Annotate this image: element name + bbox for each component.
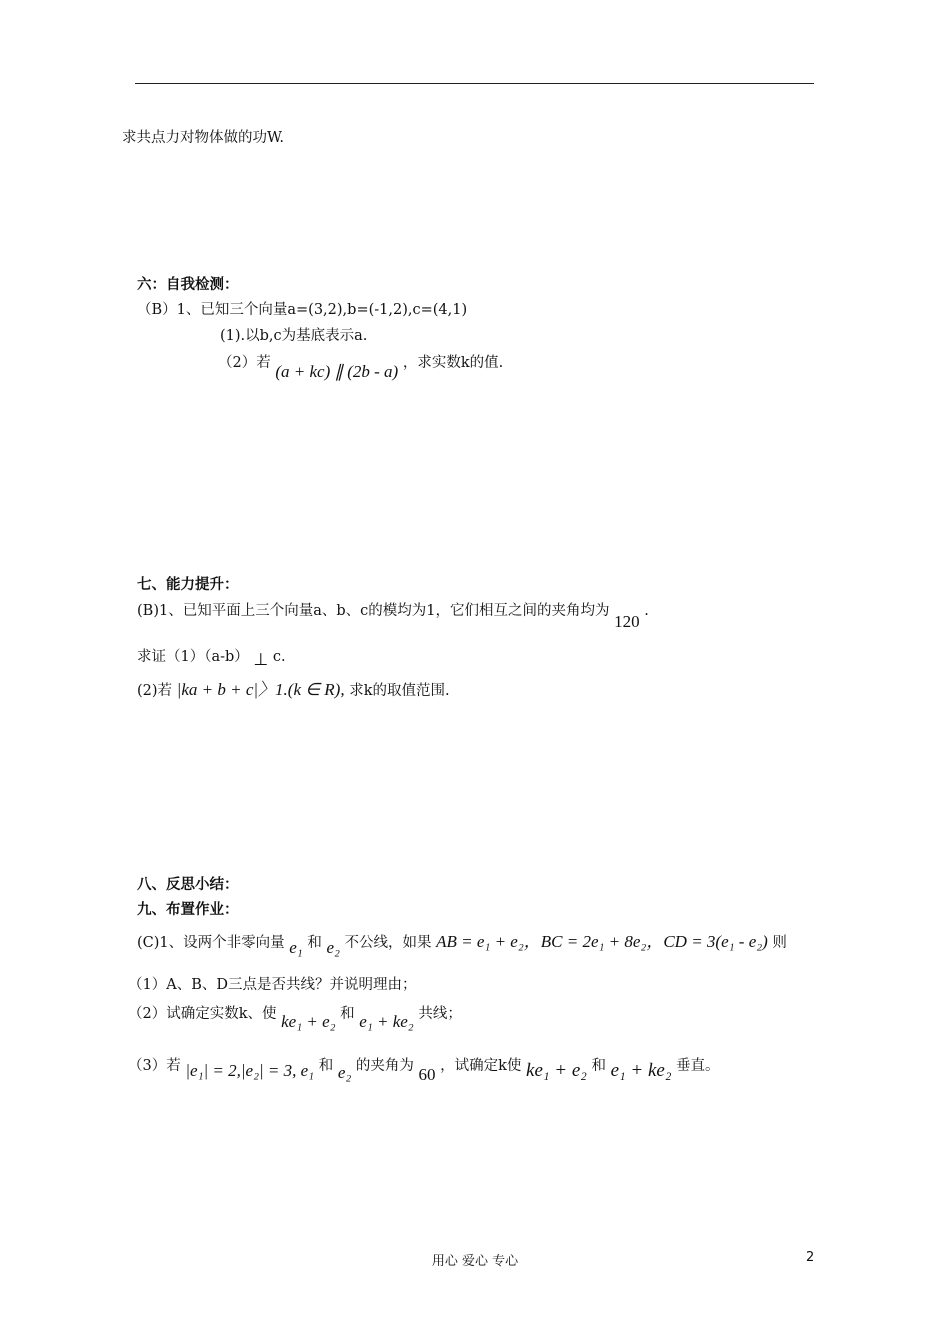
intro-text: 求共点力对物体做的功W. xyxy=(122,130,284,146)
proof-1-prefix: 求证（1）（a-b） xyxy=(137,649,249,665)
sec9-part-1: （1）A、B、D三点是否共线？并说明理由； xyxy=(128,977,417,993)
then-word: 则 xyxy=(772,935,787,951)
p3-and: 和 xyxy=(318,1058,334,1074)
sec7-proof-1 xyxy=(137,646,286,667)
p2-suffix: 共线； xyxy=(418,1006,462,1022)
sec7-question-text: (B)1、已知平面上三个向量a、b、c的模均为1，它们相互之间的夹角均为 xyxy=(137,603,610,619)
p2-formula-2: e₁ + ke₂ xyxy=(359,1012,414,1031)
part-2-prefix: （2）若 xyxy=(218,355,271,371)
p3-and2: 和 xyxy=(591,1058,606,1074)
sec7-angle: 120 xyxy=(614,612,640,631)
p3-suffix: 垂直。 xyxy=(676,1058,720,1074)
section-6-heading: 六：自我检测： xyxy=(137,277,239,293)
section-9-heading: 九、布置作业： xyxy=(137,902,239,918)
perpendicular-symbol: ⊥ xyxy=(253,650,269,669)
sec9-part-3 xyxy=(128,1055,720,1084)
sec9-part-2 xyxy=(128,1003,462,1031)
p3-prefix: （3）若 xyxy=(128,1058,181,1074)
p3-mid: 的夹角为 xyxy=(355,1058,414,1074)
proof-2-prefix: (2)若 xyxy=(137,683,173,699)
e1-vector: e₁ xyxy=(289,938,303,957)
section-8-heading: 八、反思小结： xyxy=(137,877,239,893)
vector-relations: AB = e₁ + e₂，BC = 2e₁ + 8e₂，CD = 3(e₁ - e₂) xyxy=(436,932,768,951)
proof-2-suffix: 求k的取值范围. xyxy=(349,683,450,699)
part-2-formula: (a + kc) ∥ (2b - a) xyxy=(275,362,399,381)
proof-1-suffix: c. xyxy=(272,649,286,665)
and-word: 和 xyxy=(307,935,322,951)
section-7-heading: 七、能力提升： xyxy=(137,577,239,593)
p2-and: 和 xyxy=(340,1006,355,1022)
proof-2-formula: |ka + b + c|〉1.(k ∈ R), xyxy=(176,680,345,699)
sec6-question-1: （B）1、已知三个向量a=(3,2),b=(-1,2),c=(4,1) xyxy=(137,302,468,318)
p3-e2: e₂ xyxy=(337,1063,352,1082)
p2-prefix: （2）试确定实数k、使 xyxy=(128,1006,277,1022)
part-2-suffix: ，求实数k的值. xyxy=(402,355,504,371)
sec6-question-1-part-1: (1).以b,c为基底表示a. xyxy=(220,328,368,344)
p3-formula-2: ke₁ + e₂ xyxy=(526,1060,587,1081)
sec9-question-1 xyxy=(137,932,787,957)
e2-vector: e₂ xyxy=(326,938,340,957)
p3-mid2: ，试确定k使 xyxy=(440,1058,522,1074)
p3-angle: 60 xyxy=(418,1065,436,1084)
sec7-question-end: . xyxy=(644,603,649,619)
footer-text: 用心 爱心 专心 xyxy=(431,1254,519,1269)
page-number: 2 xyxy=(806,1250,815,1265)
header-rule xyxy=(135,83,814,84)
sec9-q1-mid: 不公线，如果 xyxy=(344,935,432,951)
p2-formula-1: ke₁ + e₂ xyxy=(281,1012,336,1031)
sec7-question-1 xyxy=(137,600,649,631)
sec7-proof-2 xyxy=(137,680,450,701)
sec6-question-1-part-2 xyxy=(218,352,504,381)
p3-formula-3: e₁ + ke₂ xyxy=(610,1060,672,1081)
sec9-q1-prefix: (C)1、设两个非零向量 xyxy=(137,935,285,951)
p3-formula: |e₁| = 2,|e₂| = 3, e₁ xyxy=(185,1061,315,1080)
